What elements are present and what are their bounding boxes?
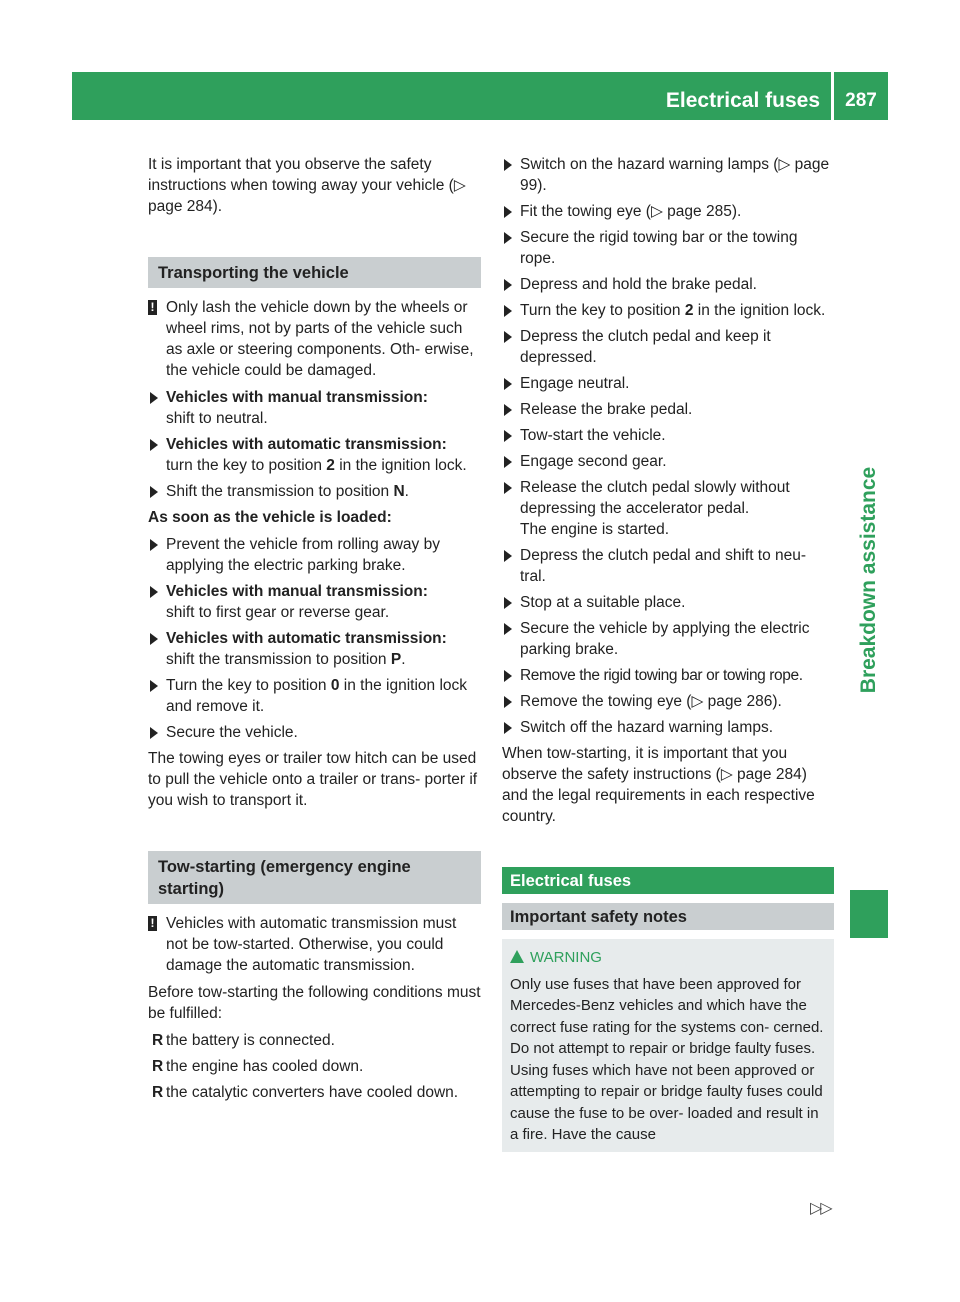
step-arrow-icon	[504, 550, 512, 562]
header-divider	[831, 72, 834, 120]
step-item: Fit the towing eye (▷ page 285).	[502, 201, 834, 222]
warning-box	[502, 939, 834, 1152]
warning-triangle-icon	[510, 950, 524, 963]
step-item: Secure the vehicle by applying the electric parking brake.	[502, 618, 834, 660]
step-arrow-icon	[504, 482, 512, 494]
step-item: Shift the transmission to position N.	[148, 481, 481, 502]
step-arrow-icon	[150, 486, 158, 498]
fuses-heading: Electrical fuses	[502, 867, 834, 894]
continued-icon: ▷▷	[810, 1200, 831, 1217]
step-arrow-icon	[150, 727, 158, 739]
step-arrow-icon	[150, 439, 158, 451]
step-arrow-icon	[504, 696, 512, 708]
step-arrow-icon	[504, 430, 512, 442]
step-item: Vehicles with automatic transmission: shift the transmission to position P.	[148, 628, 481, 670]
step-item: Secure the vehicle.	[148, 722, 481, 743]
step-arrow-icon	[150, 680, 158, 692]
step-arrow-icon	[504, 279, 512, 291]
step-item: Stop at a suitable place.	[502, 592, 834, 613]
step-item: Prevent the vehicle from rolling away by applying the electric parking brake.	[148, 534, 481, 576]
page-header	[72, 72, 888, 120]
transport-note-text: Only lash the vehicle down by the wheels or wheel rims, not by parts of the vehicle such as axle or steering components. Oth- erwise, the vehicle could be damaged.	[166, 299, 474, 379]
list-item: R the catalytic converters have cooled down.	[152, 1084, 459, 1101]
step-item: Switch off the hazard warning lamps.	[502, 717, 834, 738]
step-arrow-icon	[150, 633, 158, 645]
step-arrow-icon	[150, 392, 158, 404]
step-arrow-icon	[150, 539, 158, 551]
step-arrow-icon	[504, 404, 512, 416]
step-item: Vehicles with automatic transmission: turn the key to position 2 in the ignition lock.	[148, 434, 481, 476]
intro-text: It is important that you observe the safety instructions when towing away your vehicle (▷ page 284).	[148, 156, 466, 215]
warning-text: Only use fuses that have been approved for Mercedes-Benz vehicles and which have the correct fuse rating for the systems con- cerned. Do not attempt to repair or bridge faulty fuses. Using fuses which have not been approved or attempting to repair or bridge faulty fuses could cause the fuse to be over- loaded and result in a fire. Have the cause	[510, 975, 824, 1143]
step-arrow-icon	[504, 378, 512, 390]
step-item: Engage second gear.	[502, 451, 834, 472]
warning-title: WARNING	[510, 947, 826, 969]
tow-note-text: Vehicles with automatic transmission must not be tow-started. Otherwise, you could damage the automatic transmission.	[166, 915, 457, 974]
step-arrow-icon	[504, 206, 512, 218]
step-item: Depress the clutch pedal and shift to neu- tral.	[502, 545, 834, 587]
header-title: Electrical fuses	[665, 89, 820, 112]
loaded-heading: As soon as the vehicle is loaded:	[148, 509, 392, 526]
step-item: Release the clutch pedal slowly without depressing the accelerator pedal. The engine is started.	[502, 477, 834, 540]
step-item: Switch on the hazard warning lamps (▷ page 99).	[502, 154, 834, 196]
left-column	[148, 154, 481, 1108]
page-number: 287	[845, 90, 877, 111]
step-arrow-icon	[504, 456, 512, 468]
step-arrow-icon	[504, 670, 512, 682]
step-arrow-icon	[504, 722, 512, 734]
tow-heading: Tow-starting (emergency engine starting)	[148, 851, 481, 904]
step-item: Engage neutral.	[502, 373, 834, 394]
step-item: Secure the rigid towing bar or the towing rope.	[502, 227, 834, 269]
caution-icon: !	[148, 300, 157, 315]
step-arrow-icon	[504, 232, 512, 244]
transport-heading: Transporting the vehicle	[148, 257, 481, 288]
step-arrow-icon	[504, 597, 512, 609]
list-item: R the battery is connected.	[152, 1032, 335, 1049]
conditions-text: Before tow-starting the following conditions must be fulfilled:	[148, 984, 481, 1022]
step-item: Turn the key to position 0 in the ignition lock and remove it.	[148, 675, 481, 717]
step-item: Vehicles with manual transmission: shift to first gear or reverse gear.	[148, 581, 481, 623]
step-arrow-icon	[504, 305, 512, 317]
side-marker	[850, 890, 888, 938]
step-item: Remove the rigid towing bar or towing rope.	[502, 665, 834, 686]
step-item: Remove the towing eye (▷ page 286).	[502, 691, 834, 712]
step-arrow-icon	[150, 586, 158, 598]
step-arrow-icon	[504, 331, 512, 343]
step-item: Release the brake pedal.	[502, 399, 834, 420]
right-column	[502, 154, 834, 1152]
tow-start-outro: When tow-starting, it is important that you observe the safety instructions (▷ page 284) and the legal requirements in each respective country.	[502, 745, 815, 825]
transport-outro: The towing eyes or trailer tow hitch can be used to pull the vehicle onto a trailer or trans- porter if you wish to transport it.	[148, 750, 478, 809]
step-item: Turn the key to position 2 in the ignition lock.	[502, 300, 834, 321]
caution-icon: !	[148, 916, 157, 931]
step-item: Depress the clutch pedal and keep it depressed.	[502, 326, 834, 368]
transport-note	[148, 297, 481, 381]
tow-note	[148, 913, 481, 976]
step-item: Tow-start the vehicle.	[502, 425, 834, 446]
step-arrow-icon	[504, 623, 512, 635]
list-item: R the engine has cooled down.	[152, 1058, 364, 1075]
step-item: Vehicles with manual transmission: shift to neutral.	[148, 387, 481, 429]
safety-heading: Important safety notes	[502, 903, 834, 930]
step-item: Depress and hold the brake pedal.	[502, 274, 834, 295]
side-tab	[850, 440, 888, 720]
step-arrow-icon	[504, 159, 512, 171]
side-tab-label: Breakdown assistance	[857, 466, 880, 694]
